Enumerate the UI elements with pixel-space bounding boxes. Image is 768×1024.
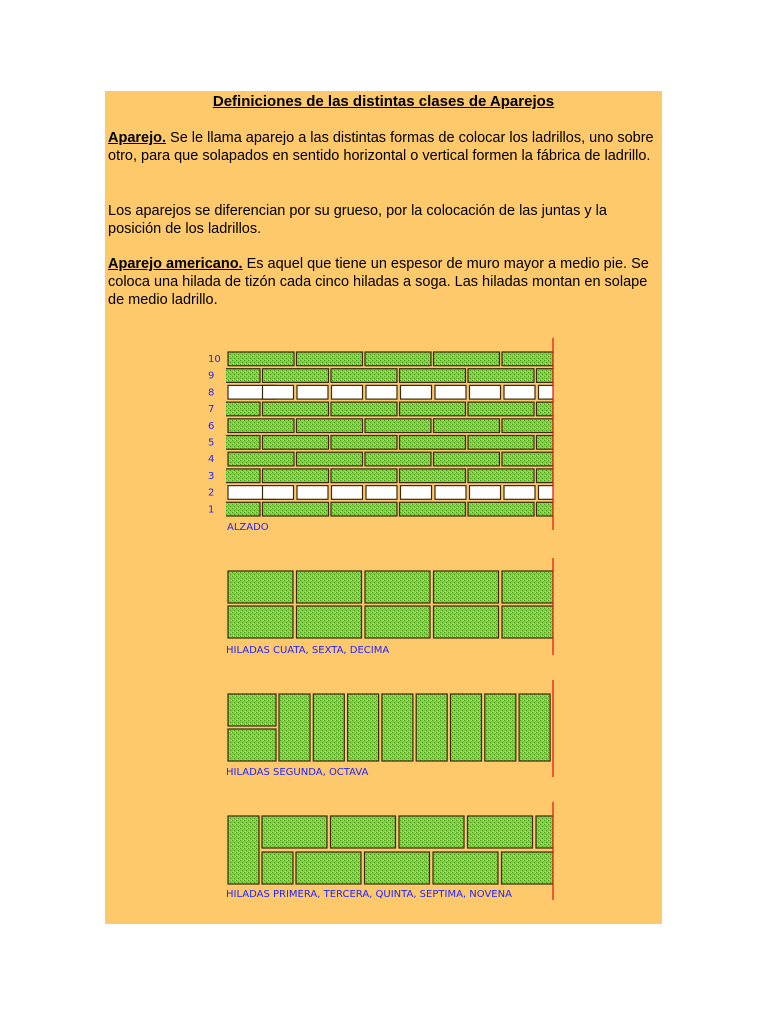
plan-brick: [228, 571, 293, 603]
plan-brick: [297, 606, 362, 638]
plan-brick: [468, 816, 533, 848]
row-number: 5: [208, 437, 215, 449]
plan-brick: [434, 571, 499, 603]
row-number: 10: [208, 354, 221, 365]
plan-brick: [331, 816, 396, 848]
plan-brick: [279, 694, 310, 761]
stretcher-brick: [537, 402, 603, 416]
plan-course-1-3-5-7-9: [228, 816, 635, 884]
stretcher-brick: [468, 436, 534, 450]
stretcher-brick: [331, 436, 397, 450]
header-brick: [297, 385, 328, 399]
stretcher-brick: [228, 452, 294, 466]
plan-label-1: HILADAS CUATA, SEXTA, DECIMA: [226, 645, 390, 656]
plan-brick: [571, 606, 636, 638]
stretcher-brick: [434, 352, 500, 366]
plan-course-2-8: [228, 694, 584, 761]
plan-brick: [519, 694, 550, 761]
stretcher-brick: [400, 402, 466, 416]
plan-brick: [553, 694, 584, 761]
stretcher-brick: [537, 469, 603, 483]
plan-brick: [228, 694, 276, 726]
plan-brick: [536, 816, 601, 848]
header-brick: [539, 486, 570, 500]
plan-brick: [451, 694, 482, 761]
stretcher-brick: [263, 502, 329, 516]
stretcher-brick: [331, 402, 397, 416]
plan-brick: [502, 571, 567, 603]
plan-label-2: HILADAS SEGUNDA, OCTAVA: [226, 767, 369, 778]
header-brick: [435, 385, 466, 399]
plan-brick: [485, 694, 516, 761]
plan-brick: [297, 571, 362, 603]
stretcher-brick: [571, 452, 637, 466]
plan-brick: [313, 694, 344, 761]
header-brick: [332, 486, 363, 500]
header-brick: [366, 486, 397, 500]
plan-brick: [228, 606, 293, 638]
stretcher-brick: [400, 502, 466, 516]
plan-brick: [433, 852, 498, 884]
plan-brick: [262, 816, 327, 848]
elevation-label: ALZADO: [227, 522, 269, 533]
stretcher-brick: [365, 452, 431, 466]
stretcher-brick: [468, 369, 534, 383]
header-brick: [366, 385, 397, 399]
plan-course-4-6-10: [228, 571, 636, 638]
header-brick: [470, 486, 501, 500]
header-brick: [401, 385, 432, 399]
plan-brick: [365, 852, 430, 884]
stretcher-brick: [537, 502, 603, 516]
page-title: Definiciones de las distintas clases de Aparejos: [212, 93, 555, 110]
header-brick: [504, 486, 535, 500]
paragraph-text: Los aparejos se diferencian por su grueso, por la colocación de las juntas y la posición de los ladrillos.: [108, 203, 607, 237]
stretcher-brick: [297, 419, 363, 433]
plan-brick: [502, 606, 567, 638]
row-number-labels: [208, 354, 221, 515]
header-brick: [504, 385, 535, 399]
plan-brick: [228, 729, 276, 761]
stretcher-brick: [263, 436, 329, 450]
header-brick: [470, 385, 501, 399]
plan-label-3: HILADAS PRIMERA, TERCERA, QUINTA, SEPTIMA, NOVENA: [226, 889, 512, 900]
plan-brick: [434, 606, 499, 638]
header-brick: [263, 385, 294, 399]
stretcher-brick: [263, 469, 329, 483]
paragraph-text: Es aquel que tiene un espesor de muro mayor a medio pie. Se coloca una hilada de tizón cada cinco hiladas a soga. Las hiladas montan en solape de medio ladrillo.: [108, 256, 649, 308]
stretcher-brick: [400, 369, 466, 383]
stretcher-brick: [365, 352, 431, 366]
stretcher-brick: [194, 469, 260, 483]
stretcher-brick: [194, 369, 260, 383]
stretcher-brick: [263, 369, 329, 383]
plan-brick: [382, 694, 413, 761]
row-number: 9: [208, 370, 215, 382]
plan-brick: [228, 816, 259, 884]
stretcher-brick: [194, 436, 260, 450]
stretcher-brick: [434, 419, 500, 433]
plan-brick: [296, 852, 361, 884]
header-brick: [435, 486, 466, 500]
stretcher-brick: [263, 402, 329, 416]
stretcher-brick: [537, 369, 603, 383]
term-aparejo-americano: Aparejo americano.: [108, 256, 243, 272]
elevation-bricks: [194, 352, 637, 516]
row-number: 6: [208, 420, 215, 432]
paragraph-text: Se le llama aparejo a las distintas formas de colocar los ladrillos, uno sobre otro, para que solapados en sentido horizontal o vertical formen la fábrica de ladrillo.: [108, 130, 654, 164]
header-brick: [263, 486, 294, 500]
row-number: 8: [208, 387, 215, 399]
header-brick: [539, 385, 570, 399]
stretcher-brick: [502, 452, 568, 466]
plan-brick: [399, 816, 464, 848]
plan-brick: [365, 606, 430, 638]
stretcher-brick: [468, 502, 534, 516]
stretcher-brick: [571, 419, 637, 433]
stretcher-brick: [228, 419, 294, 433]
row-number: 7: [208, 404, 215, 416]
row-number: 2: [208, 487, 215, 499]
stretcher-brick: [468, 402, 534, 416]
plan-brick: [571, 571, 636, 603]
plan-brick: [365, 571, 430, 603]
stretcher-brick: [228, 352, 294, 366]
stretcher-brick: [537, 436, 603, 450]
stretcher-brick: [194, 402, 260, 416]
header-brick: [401, 486, 432, 500]
stretcher-brick: [365, 419, 431, 433]
stretcher-brick: [502, 352, 568, 366]
plan-brick: [570, 852, 635, 884]
stretcher-brick: [297, 452, 363, 466]
plan-brick: [262, 852, 293, 884]
stretcher-brick: [331, 502, 397, 516]
stretcher-brick: [434, 452, 500, 466]
header-brick: [297, 486, 328, 500]
row-number: 4: [208, 454, 215, 466]
row-number: 1: [208, 504, 215, 516]
stretcher-brick: [502, 419, 568, 433]
stretcher-brick: [468, 469, 534, 483]
plan-brick: [502, 852, 567, 884]
plan-brick: [416, 694, 447, 761]
stretcher-brick: [571, 352, 637, 366]
stretcher-brick: [194, 502, 260, 516]
header-brick: [332, 385, 363, 399]
row-number: 3: [208, 470, 215, 482]
stretcher-brick: [331, 369, 397, 383]
stretcher-brick: [331, 469, 397, 483]
plan-brick: [348, 694, 379, 761]
term-aparejo: Aparejo.: [108, 130, 167, 146]
stretcher-brick: [400, 436, 466, 450]
stretcher-brick: [400, 469, 466, 483]
stretcher-brick: [297, 352, 363, 366]
